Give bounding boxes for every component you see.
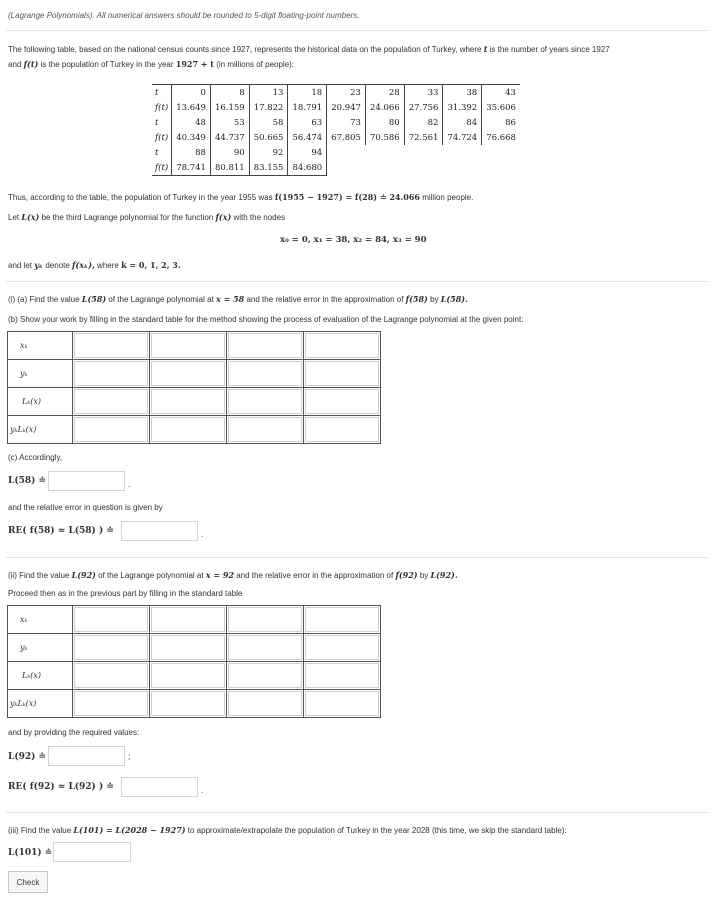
table1-input-r1-c1[interactable]: [151, 361, 225, 386]
table1-input-r0-c1[interactable]: [151, 333, 225, 358]
table-cell-ft: 13.649: [172, 100, 211, 115]
table-cell-t: 38: [443, 85, 482, 101]
table-cell-ft: 76.668: [482, 130, 520, 145]
grid-cell: [304, 332, 381, 360]
table-cell-t: 28: [365, 85, 404, 101]
grid-cell: [73, 606, 150, 634]
grid-cell: [227, 662, 304, 690]
grid-cell: [73, 360, 150, 388]
part2-instructions: Proceed then as in the previous part by filling in the standard table: [8, 589, 243, 598]
table-cell-t: 48: [172, 115, 211, 130]
grid-row-label: yₖ: [8, 634, 73, 662]
row-label-ft: f(t): [152, 160, 172, 176]
table-cell-ft: 16.159: [210, 100, 249, 115]
table-cell-t: 0: [172, 85, 211, 101]
grid-cell: [227, 690, 304, 718]
grid-cell: [304, 360, 381, 388]
grid-row-label: yₖLₖ(x): [8, 416, 73, 444]
table2-input-r0-c3[interactable]: [305, 607, 379, 632]
table1-input-r0-c3[interactable]: [305, 333, 379, 358]
grid-row-label: Lₖ(x): [8, 662, 73, 690]
table1-input-r2-c0[interactable]: [74, 389, 148, 414]
table2-input-r3-c3[interactable]: [305, 691, 379, 716]
table2-input-r3-c0[interactable]: [74, 691, 148, 716]
table2-input-r1-c3[interactable]: [305, 635, 379, 660]
table-cell-t: 8: [210, 85, 249, 101]
L58-input[interactable]: [48, 471, 125, 491]
grid-cell: [150, 606, 227, 634]
table-cell-t: 23: [327, 85, 366, 101]
table1-input-r1-c3[interactable]: [305, 361, 379, 386]
divider: [6, 281, 708, 282]
yk-line: and let yₖ denote f(xₖ), where k = 0, 1, 2, 3.: [8, 260, 181, 270]
table1-input-r3-c1[interactable]: [151, 417, 225, 442]
table2-input-r2-c0[interactable]: [74, 663, 148, 688]
table-cell-t: 86: [482, 115, 520, 130]
grid-cell: [304, 690, 381, 718]
table-cell-t: 63: [288, 115, 327, 130]
table1-input-r3-c0[interactable]: [74, 417, 148, 442]
table-cell-ft: 56.474: [288, 130, 327, 145]
table-cell-ft: 44.737: [210, 130, 249, 145]
table-cell-ft: 40.349: [172, 130, 211, 145]
table-cell-ft: 84.680: [288, 160, 327, 176]
grid-cell: [227, 388, 304, 416]
table-cell-ft: 24.066: [365, 100, 404, 115]
grid-cell: [73, 690, 150, 718]
L101-label: L(101) ≐: [8, 848, 53, 858]
divider: [6, 30, 708, 31]
table-cell-ft: 27.756: [404, 100, 443, 115]
table1-input-r0-c0[interactable]: [74, 333, 148, 358]
grid-cell: [150, 332, 227, 360]
grid-cell: [150, 634, 227, 662]
table-cell-ft: 17.822: [249, 100, 288, 115]
table1-input-r2-c3[interactable]: [305, 389, 379, 414]
part1-instructions: (b) Show your work by filling in the standard table for the method showing the process of evaluation of the Lagrange polynomial at the given point:: [8, 315, 524, 324]
table-cell-ft: 80.811: [210, 160, 249, 176]
table-cell-ft: 50.665: [249, 130, 288, 145]
part2-question: (ii) Find the value L(92) of the Lagrange polynomial at x = 92 and the relative error in the approximation of f(92) by L(92).: [8, 570, 458, 580]
grid-cell: [150, 662, 227, 690]
grid-cell: [73, 662, 150, 690]
grid-cell: [227, 606, 304, 634]
table-cell-ft: 18.791: [288, 100, 327, 115]
grid-cell: [304, 634, 381, 662]
check-button[interactable]: Check: [8, 871, 48, 893]
row-label-t: t: [155, 147, 159, 158]
table2-input-r2-c3[interactable]: [305, 663, 379, 688]
intro-line-1: The following table, based on the national census counts since 1927, represents the historical data on the population of Turkey, where t is the number of years since 1927: [8, 44, 610, 54]
RE92-label: RE( f(92) ≈ L(92) ) ≐: [8, 782, 114, 792]
grid-cell: [227, 416, 304, 444]
table1-input-r3-c2[interactable]: [228, 417, 302, 442]
table1-input-r0-c2[interactable]: [228, 333, 302, 358]
grid-row-label: yₖLₖ(x): [8, 690, 73, 718]
table2-input-r0-c1[interactable]: [151, 607, 225, 632]
table-cell-t: 58: [249, 115, 288, 130]
grid-cell: [227, 360, 304, 388]
table2-input-r0-c0[interactable]: [74, 607, 148, 632]
table-cell-ft: 74.724: [443, 130, 482, 145]
divider: [6, 557, 708, 558]
table-cell-t: 33: [404, 85, 443, 101]
grid-cell: [150, 416, 227, 444]
table2-input-r1-c2[interactable]: [228, 635, 302, 660]
L58-label: L(58) ≐: [8, 476, 47, 486]
table-cell-t: 94: [288, 145, 327, 160]
row-label-ft: f(t): [155, 102, 169, 113]
table-cell-ft: 31.392: [443, 100, 482, 115]
grid-cell: [73, 634, 150, 662]
table-cell-t: 13: [249, 85, 288, 101]
RE58-label: RE( f(58) ≈ L(58) ) ≐: [8, 526, 114, 536]
table-cell-t: 80: [365, 115, 404, 130]
L101-input[interactable]: [53, 842, 131, 862]
table1-input-r2-c2[interactable]: [228, 389, 302, 414]
RE58-input[interactable]: [121, 521, 198, 541]
table2-input-r2-c1[interactable]: [151, 663, 225, 688]
table-cell-ft: 72.561: [404, 130, 443, 145]
grid-cell: [150, 690, 227, 718]
table-cell-t: 53: [210, 115, 249, 130]
table-cell-t: 90: [210, 145, 249, 160]
grid-cell: [150, 360, 227, 388]
grid-row-label: yₖ: [8, 360, 73, 388]
grid-cell: [150, 388, 227, 416]
grid-row-label: xₖ: [8, 606, 73, 634]
table2-input-r1-c0[interactable]: [74, 635, 148, 660]
table1-input-r3-c3[interactable]: [305, 417, 379, 442]
L92-label: L(92) ≐: [8, 752, 47, 762]
part1-question: (i) (a) Find the value L(58) of the Lagrange polynomial at x = 58 and the relative error in the approximation of f(58) by L(58).: [8, 294, 468, 304]
part1-rel-text: and the relative error in question is given by: [8, 503, 163, 512]
part3-question: (iii) Find the value L(101) = L(2028 − 1927) to approximate/extrapolate the population of Turkey in the year 2028 (this time, we skip the standard table):: [8, 825, 567, 835]
table2-input-r3-c1[interactable]: [151, 691, 225, 716]
part1-accordingly: (c) Accordingly,: [8, 453, 63, 462]
grid-cell: [227, 634, 304, 662]
table1-input-r1-c0[interactable]: [74, 361, 148, 386]
grid-cell: [304, 416, 381, 444]
table2-input-r0-c2[interactable]: [228, 607, 302, 632]
grid-cell: [73, 388, 150, 416]
row-label-t: t: [152, 85, 172, 101]
intro-line-2: and f(t) is the population of Turkey in the year 1927 + t (in millions of people):: [8, 59, 295, 69]
divider: [6, 812, 708, 813]
grid-cell: [73, 416, 150, 444]
table-cell-ft: 70.586: [365, 130, 404, 145]
grid-cell: [304, 606, 381, 634]
grid-cell: [304, 662, 381, 690]
census-table: [152, 84, 520, 176]
row-label-t: t: [155, 117, 159, 128]
table-cell-t: 43: [482, 85, 520, 101]
table-cell-t: 92: [249, 145, 288, 160]
table2-input-r2-c2[interactable]: [228, 663, 302, 688]
let-line: Let L(x) be the third Lagrange polynomial for the function f(x) with the nodes: [8, 212, 286, 222]
period: .: [201, 530, 204, 539]
header-note: (Lagrange Polynomials). All numerical answers should be rounded to 5-digit floating-point numbers.: [8, 11, 360, 20]
nodes-line: x₀ = 0, x₁ = 38, x₂ = 84, x₃ = 90: [280, 235, 427, 245]
table-cell-ft: 83.155: [249, 160, 288, 176]
table2-input-r3-c2[interactable]: [228, 691, 302, 716]
table-cell-t: 88: [172, 145, 211, 160]
table2-input-r1-c1[interactable]: [151, 635, 225, 660]
table1-input-r1-c2[interactable]: [228, 361, 302, 386]
standard-table-2: [7, 605, 381, 718]
table-cell-ft: 35.606: [482, 100, 520, 115]
RE92-input[interactable]: [121, 777, 198, 797]
row-label-ft: f(t): [155, 132, 169, 143]
period: .: [201, 786, 204, 795]
L92-input[interactable]: [48, 746, 125, 766]
table-cell-t: 82: [404, 115, 443, 130]
table-cell-t: 73: [327, 115, 366, 130]
thus-line: Thus, according to the table, the population of Turkey in the year 1955 was f(1955 − 1927) = f(28) ≐ 24.066 million people.: [8, 192, 474, 202]
table1-input-r2-c1[interactable]: [151, 389, 225, 414]
table-cell-ft: 78.741: [172, 160, 211, 176]
table-cell-ft: 20.947: [327, 100, 366, 115]
semicolon: ;: [128, 752, 131, 761]
grid-cell: [227, 332, 304, 360]
grid-row-label: xₖ: [8, 332, 73, 360]
table-cell-t: 18: [288, 85, 327, 101]
table-cell-ft: 67.805: [327, 130, 366, 145]
table-cell-t: 84: [443, 115, 482, 130]
standard-table-1: [7, 331, 381, 444]
period: .: [128, 480, 131, 489]
grid-row-label: Lₖ(x): [8, 388, 73, 416]
part2-provide: and by providing the required values:: [8, 728, 140, 737]
grid-cell: [304, 388, 381, 416]
grid-cell: [73, 332, 150, 360]
